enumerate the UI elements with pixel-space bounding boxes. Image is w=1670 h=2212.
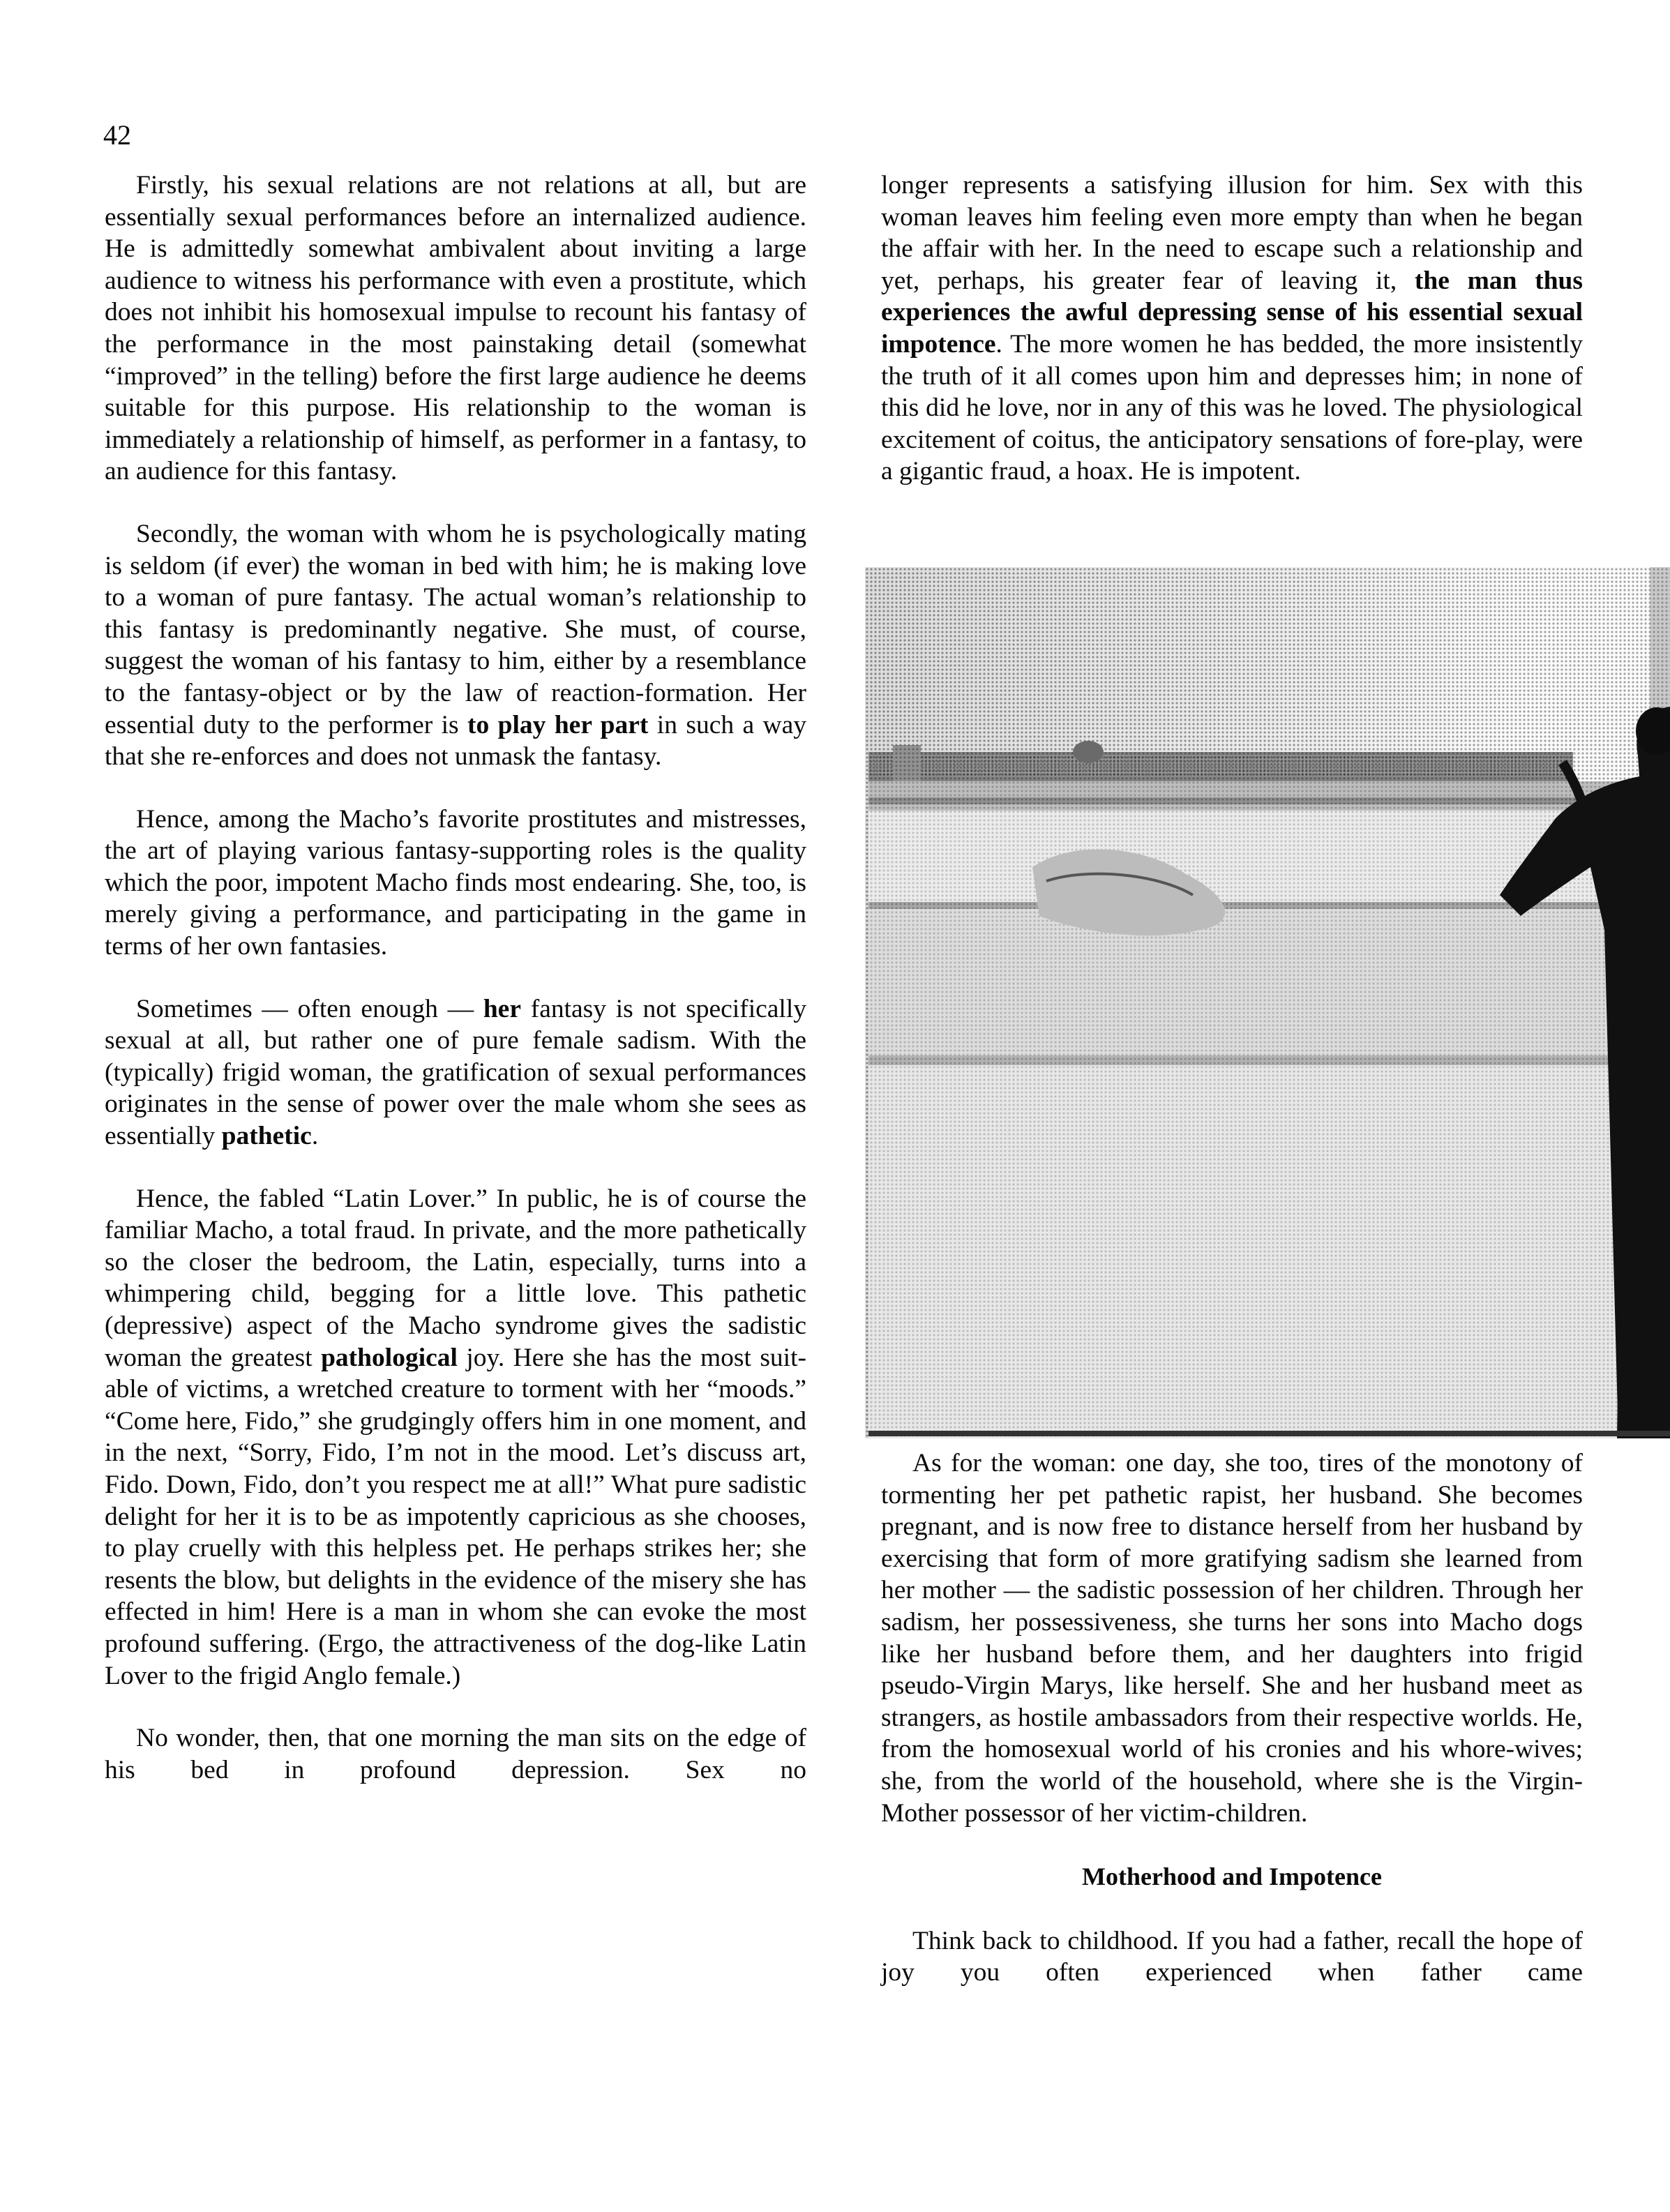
paragraph-hence-macho — [105, 804, 806, 963]
text-segment: Think back to childhood. If you had a father, recall the hope of joy you often experienced when father came — [881, 1926, 1583, 1987]
paragraph-sometimes — [105, 993, 806, 1152]
paragraph-continued — [881, 170, 1583, 488]
text-segment: Sometimes — often enough — — [136, 994, 483, 1023]
emphasis-text: pathetic — [221, 1122, 312, 1151]
photo-halftone-icon — [865, 567, 1670, 1438]
paragraph-think-back — [881, 1925, 1583, 1989]
text-segment: Hence, the fabled “Latin Lover.” In public, he is of course the familiar Macho, a total fraud. In private, and the more pathetically so the closer the bedroom, the Latin, especially, turns into a whimpering child, begging for a little love. This pathetic (depressive) aspect of the Macho syndrome gives the sadistic woman the greatest — [105, 1184, 806, 1372]
text-segment: fantasy is not specifically sexual at all, but rather one of pure female sadism. With the (typically) frigid woman, the gratification of sexual performances originates in the sense of power over the male whom she sees as essentially — [105, 994, 807, 1151]
page-number: 42 — [103, 119, 131, 151]
text-segment: longer represents a satisfying illusion for him. Sex with this woman leaves him feeling even more empty than when he began the affair with her. In the need to escape such a relationship and yet, perhaps, his greater fear of leaving it, — [881, 171, 1583, 295]
right-column-top — [881, 170, 1583, 488]
emphasis-text: pathological — [321, 1343, 458, 1372]
text-segment: . The more women he has bedded, the more insistently the truth of it all comes upon him and depresses him; in none of this did he love, nor in any of this was he loved. The physiological excitement of coitus, the anticipatory sensations of fore-play, were a gigantic fraud, a hoax. He is impotent. — [881, 329, 1583, 486]
emphasis-text: to play her part — [467, 710, 649, 739]
emphasis-text: the man thus experiences the awful depressing sense of his essential sexual impotence — [881, 266, 1583, 359]
text-segment: Hence, among the Macho’s favorite prostitutes and mistresses, the art of playing various fantasy-supporting roles is the quality which the poor, impotent Macho finds most endearing. She, too, is merely giving a performance, and participating in the game in terms of her own fantasies. — [105, 804, 806, 961]
section-heading: Motherhood and Impotence — [1082, 1863, 1382, 1891]
text-segment: No wonder, then, that one morning the man sits on the edge of his bed in profound depression. Sex no — [105, 1724, 806, 1784]
paragraph-no-wonder — [105, 1722, 806, 1786]
halftone-photo — [865, 567, 1670, 1438]
text-segment: . — [311, 1122, 319, 1151]
paragraph-firstly — [105, 170, 806, 488]
text-segment: As for the woman: one day, she too, tires of the monotony of tormenting her pet pathetic rapist, her husband. She becomes pregnant, and is now free to distance herself from her husband by exercising that form of more gratifying sadism she learned from her mother — the sadistic possession of her children. Through her sadism, her possessiveness, she turns her sons into Macho dogs like her husband before them, and her daughters into frigid pseudo-Virgin Marys, like herself. She and her husband meet as strangers, as hostile ambassadors from their respective worlds. He, from the homosexual world of his cronies and his whore-wives; she, from the world of the household, where she is the Virgin-Mother possessor of her victim-children. — [881, 1449, 1583, 1828]
paragraph-secondly — [105, 518, 806, 773]
left-column — [105, 170, 806, 1786]
text-segment: in such a way that she re-enforces and does not unmask the fantasy. — [105, 710, 807, 772]
emphasis-text: her — [483, 994, 521, 1023]
text-segment: Secondly, the woman with whom he is psychologically mating is seldom (if ever) the woman in bed with him; he is making love to a woman of pure fantasy. The actual woman’s relationship to this fantasy is predominantly negative. She must, of course, suggest the woman of his fantasy to him, either by a resemblance to the fantasy-object or by the law of reaction-formation. Her essential duty to the performer is — [105, 519, 806, 739]
paragraph-latin-lover — [105, 1183, 806, 1692]
right-column-bottom — [881, 1447, 1583, 1989]
text-segment: Firstly, his sexual relations are not relations at all, but are essentially sexual performances before an internalized audience. He is admittedly somewhat ambivalent about inviting a large audience to witness his performance with even a prostitute, which does not inhibit his homosexual impulse to recount his fantasy of the performance in the most painstaking detail (somewhat “improved” in the telling) before the first large audience he deems suitable for this purpose. His relationship to the woman is immediately a relationship of himself, as performer in a fantasy, to an audience for this fantasy. — [105, 171, 806, 486]
text-segment: joy. Here she has the most suitable of victims, a wretched creature to torment with her “moods.” “Come here, Fido,” she grudgingly offers him in one moment, and in the next, “Sorry, Fido, I’m not in the mood. Let’s discuss art, Fido. Down, Fido, don’t you respect me at all!” What pure sadistic delight for her it is to be as impotently capricious as she chooses, to play cruelly with this helpless pet. He perhaps strikes her; she resents the blow, but delights in the evidence of the misery she has effected in him! Here is a man in whom she can evoke the most profound suffering. (Ergo, the attractiveness of the dog-like Latin Lover to the frigid Anglo female.) — [105, 1343, 806, 1690]
paragraph-as-for-the-woman — [881, 1447, 1583, 1829]
